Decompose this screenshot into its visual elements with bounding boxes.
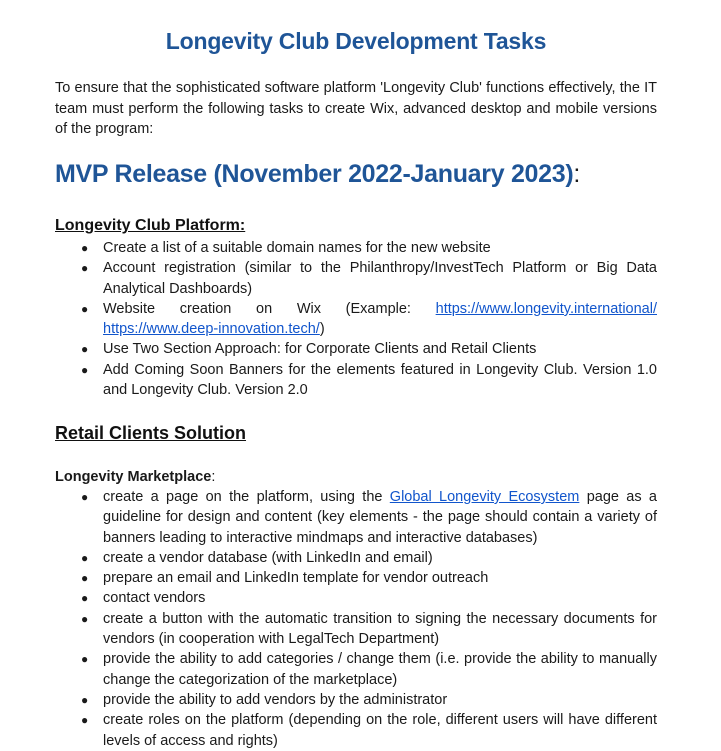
platform-heading: Longevity Club Platform:: [55, 217, 246, 234]
bullet-icon: ●: [81, 241, 89, 255]
deep-innovation-link[interactable]: https://www.deep-innovation.tech/: [103, 321, 320, 338]
bullet-icon: ●: [81, 692, 89, 707]
list-item: ● provide the ability to add vendors by the administrator: [55, 690, 657, 710]
list-item: ● create a vendor database (with LinkedIn and email): [55, 548, 657, 568]
list-item: ● provide the ability to add categories / change them (i.e. provide the ability to manually change the categorization of the marketplace): [81, 651, 657, 688]
bullet-icon: ●: [81, 652, 89, 667]
bullet-icon: ●: [81, 301, 89, 316]
list-item: ● Add Coming Soon Banners for the elements featured in Longevity Club. Version 1.0 and Longevity Club. Version 2.0: [81, 361, 657, 399]
list-item-continuation: https://www.deep-innovation.tech/): [103, 321, 325, 338]
longevity-international-link[interactable]: https://www.longevity.international/: [435, 300, 657, 317]
platform-task-list: [55, 238, 657, 400]
bullet-icon: ●: [81, 261, 89, 276]
marketplace-heading: Longevity Marketplace:: [55, 469, 216, 485]
document-title: Longevity Club Development Tasks: [165, 28, 547, 54]
global-longevity-ecosystem-link[interactable]: Global Longevity Ecosystem: [389, 489, 580, 505]
intro-paragraph: To ensure that the sophisticated software platform 'Longevity Club' functions effectively, the IT team must perform the following tasks to create Wix, advanced desktop and mobile versions of the program:: [55, 80, 657, 137]
list-item: ● create a page on the platform, using the Global Longevity Ecosystem page as a guideline for design and content (key elements - the page should contain a variety of banners leading to interactive mindmaps and interactive databases): [81, 489, 657, 546]
bullet-icon: ●: [81, 571, 89, 586]
list-item: ● create roles on the platform (depending on the role, different users will have different levels of access and rights): [81, 712, 657, 749]
marketplace-task-list: [55, 487, 657, 751]
bullet-icon: ●: [81, 713, 89, 728]
bullet-icon: ●: [81, 611, 89, 626]
list-item: ● Create a list of a suitable domain names for the new website: [55, 238, 657, 258]
bullet-icon: ●: [81, 550, 89, 565]
bullet-icon: ●: [81, 342, 89, 357]
bullet-icon: ●: [81, 362, 89, 377]
bullet-icon: ●: [81, 490, 89, 504]
list-item: ● Website creation on Wix (Example: https://www.longevity.international/: [55, 299, 657, 319]
list-item: ● contact vendors: [55, 588, 657, 608]
list-item: ● create a button with the automatic transition to signing the necessary documents for vendors (in cooperation with LegalTech Department): [81, 610, 657, 648]
retail-heading: Retail Clients Solution: [55, 423, 247, 443]
list-item: ● prepare an email and LinkedIn template for vendor outreach: [55, 568, 657, 588]
list-item: ● Use Two Section Approach: for Corporate Clients and Retail Clients: [55, 339, 657, 359]
mvp-heading: MVP Release (November 2022-January 2023):: [55, 160, 581, 188]
bullet-icon: ●: [81, 591, 89, 606]
mvp-heading-text: MVP Release (November 2022-January 2023): [55, 160, 574, 188]
list-item: ● Account registration (similar to the Philanthropy/InvestTech Platform or Big Data Analytical Dashboards): [81, 260, 657, 297]
